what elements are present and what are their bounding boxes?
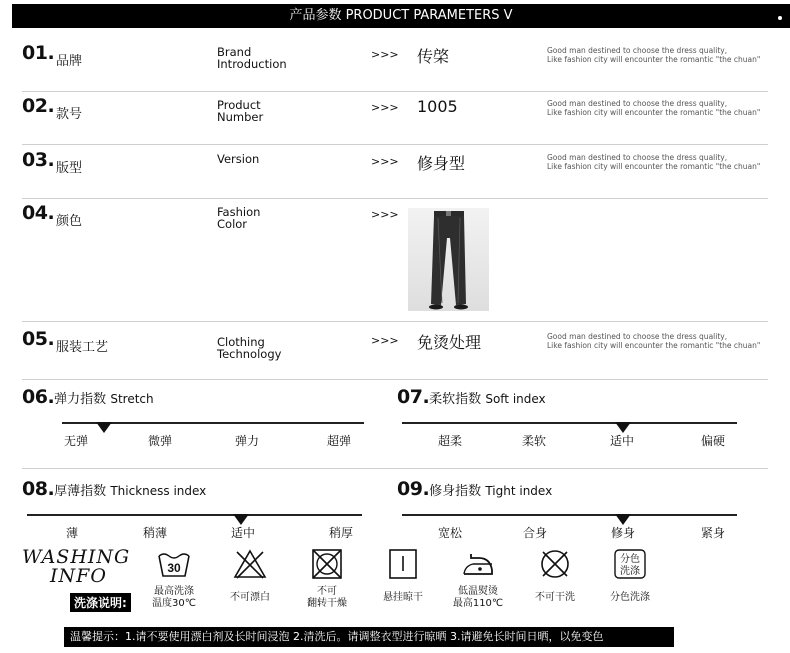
hang-dry-icon	[386, 548, 420, 580]
index-level-label: 偏硬	[701, 434, 726, 448]
index-scale-line	[402, 422, 737, 424]
header-title: 产品参数 PRODUCT PARAMETERS V	[289, 8, 513, 23]
low-iron-icon	[461, 548, 495, 580]
param-value: 免烫处理	[417, 333, 482, 352]
row-divider	[22, 198, 768, 199]
index-thickness	[22, 478, 367, 542]
index-level-label: 弹力	[235, 434, 260, 448]
index-marker	[96, 422, 112, 433]
index-level-label: 微弹	[148, 434, 173, 448]
index-level-label: 宽松	[438, 526, 463, 540]
hang-dry-label: 悬挂晾干	[383, 592, 423, 603]
param-number: 02.	[22, 95, 55, 117]
index-title: 07.柔软指数 Soft index	[397, 386, 546, 408]
param-label-en: Version	[217, 152, 260, 166]
index-title: 06.弹力指数 Stretch	[22, 386, 154, 408]
row-divider	[22, 144, 768, 145]
param-arrows: >>>	[371, 334, 399, 347]
param-arrows: >>>	[371, 155, 399, 168]
index-level-label: 柔软	[522, 434, 547, 448]
wash-30-icon	[157, 548, 191, 580]
index-level-label: 无弹	[64, 434, 89, 448]
param-note: Good man destined to choose the dress quality, Like fashion city will encounter the romantic "the chuan"	[547, 153, 761, 171]
index-level-label: 薄	[66, 526, 79, 540]
wash-label: 最高洗涤 温度30℃	[152, 586, 196, 609]
param-value: 修身型	[417, 154, 466, 173]
param-number: 05.	[22, 328, 55, 350]
separate-wash-badge-text: 分色	[620, 554, 640, 565]
param-label-cn: 版型	[56, 161, 83, 176]
param-label-en: Product Number	[217, 98, 264, 124]
param-row-brand	[22, 42, 768, 92]
param-number: 04.	[22, 202, 55, 224]
no-tumble-dry-label: 不可 翻转干燥	[307, 586, 347, 609]
index-level-label: 超柔	[438, 434, 463, 448]
row-divider	[22, 91, 768, 92]
separate-wash-badge-text: 洗涤	[620, 566, 640, 577]
index-scale-line	[27, 514, 362, 516]
param-arrows: >>>	[371, 208, 399, 221]
trousers-icon	[408, 208, 489, 311]
trousers-photo	[408, 208, 489, 311]
header-bar	[12, 4, 790, 28]
param-row-version	[22, 149, 768, 199]
index-level-label: 超弹	[327, 434, 352, 448]
index-level-label: 适中	[231, 526, 256, 540]
index-title: 09.修身指数 Tight index	[397, 478, 553, 500]
param-row-color	[22, 202, 768, 322]
param-label-cn: 品牌	[56, 54, 83, 69]
param-label-en: Clothing Technology	[217, 335, 282, 361]
index-level-label: 紧身	[701, 526, 726, 540]
no-bleach-label: 不可漂白	[230, 592, 270, 603]
index-level-label: 稍薄	[143, 526, 168, 540]
param-label-en: Fashion Color	[217, 205, 261, 231]
index-scale-line	[402, 514, 737, 516]
param-row-product-number	[22, 95, 768, 145]
param-arrows: >>>	[371, 101, 399, 114]
param-value: 传棨	[417, 47, 450, 66]
index-stretch	[22, 386, 367, 450]
no-dry-clean-label: 不可干洗	[535, 592, 575, 603]
low-iron-label: 低温熨烫 最高110℃	[452, 586, 504, 609]
param-number: 01.	[22, 42, 55, 64]
param-label-cn: 服装工艺	[56, 340, 109, 355]
header-dot	[778, 16, 782, 20]
param-number: 03.	[22, 149, 55, 171]
row-divider	[22, 321, 768, 322]
separate-wash-icon	[613, 548, 647, 580]
param-note: Good man destined to choose the dress quality, Like fashion city will encounter the romantic "the chuan"	[547, 46, 761, 64]
wash-temp-text: 30	[167, 561, 181, 575]
index-level-label: 合身	[523, 526, 548, 540]
index-level-label: 修身	[611, 526, 636, 540]
param-note: Good man destined to choose the dress quality, Like fashion city will encounter the romantic "the chuan"	[547, 99, 761, 117]
no-dry-clean-icon	[538, 548, 572, 580]
param-value: 1005	[417, 97, 458, 116]
param-arrows: >>>	[371, 48, 399, 61]
footer-tips: 温馨提示：1.请不要使用漂白剂及长时间浸泡 2.清洗后。请调整衣型进行晾晒 3.请避免长时间日晒，以免变色	[64, 627, 674, 647]
no-tumble-dry-icon	[310, 548, 344, 580]
param-label-en: Brand Introduction	[217, 45, 287, 71]
param-row-technology	[22, 328, 768, 380]
index-tight	[397, 478, 742, 542]
no-bleach-icon	[233, 548, 267, 580]
param-label-cn: 款号	[56, 107, 83, 122]
washing-instructions-label: 洗涤说明:	[70, 593, 131, 612]
row-divider	[22, 379, 768, 380]
index-level-label: 适中	[610, 434, 635, 448]
washing-info-title: WASHING INFO	[22, 546, 131, 587]
separate-wash-label: 分色洗涤	[610, 592, 650, 603]
index-level-label: 稍厚	[329, 526, 354, 540]
index-soft	[397, 386, 742, 450]
index-title: 08.厚薄指数 Thickness index	[22, 478, 207, 500]
param-label-cn: 颜色	[56, 214, 83, 229]
section-divider	[22, 468, 768, 469]
param-note: Good man destined to choose the dress quality, Like fashion city will encounter the romantic "the chuan"	[547, 332, 761, 350]
